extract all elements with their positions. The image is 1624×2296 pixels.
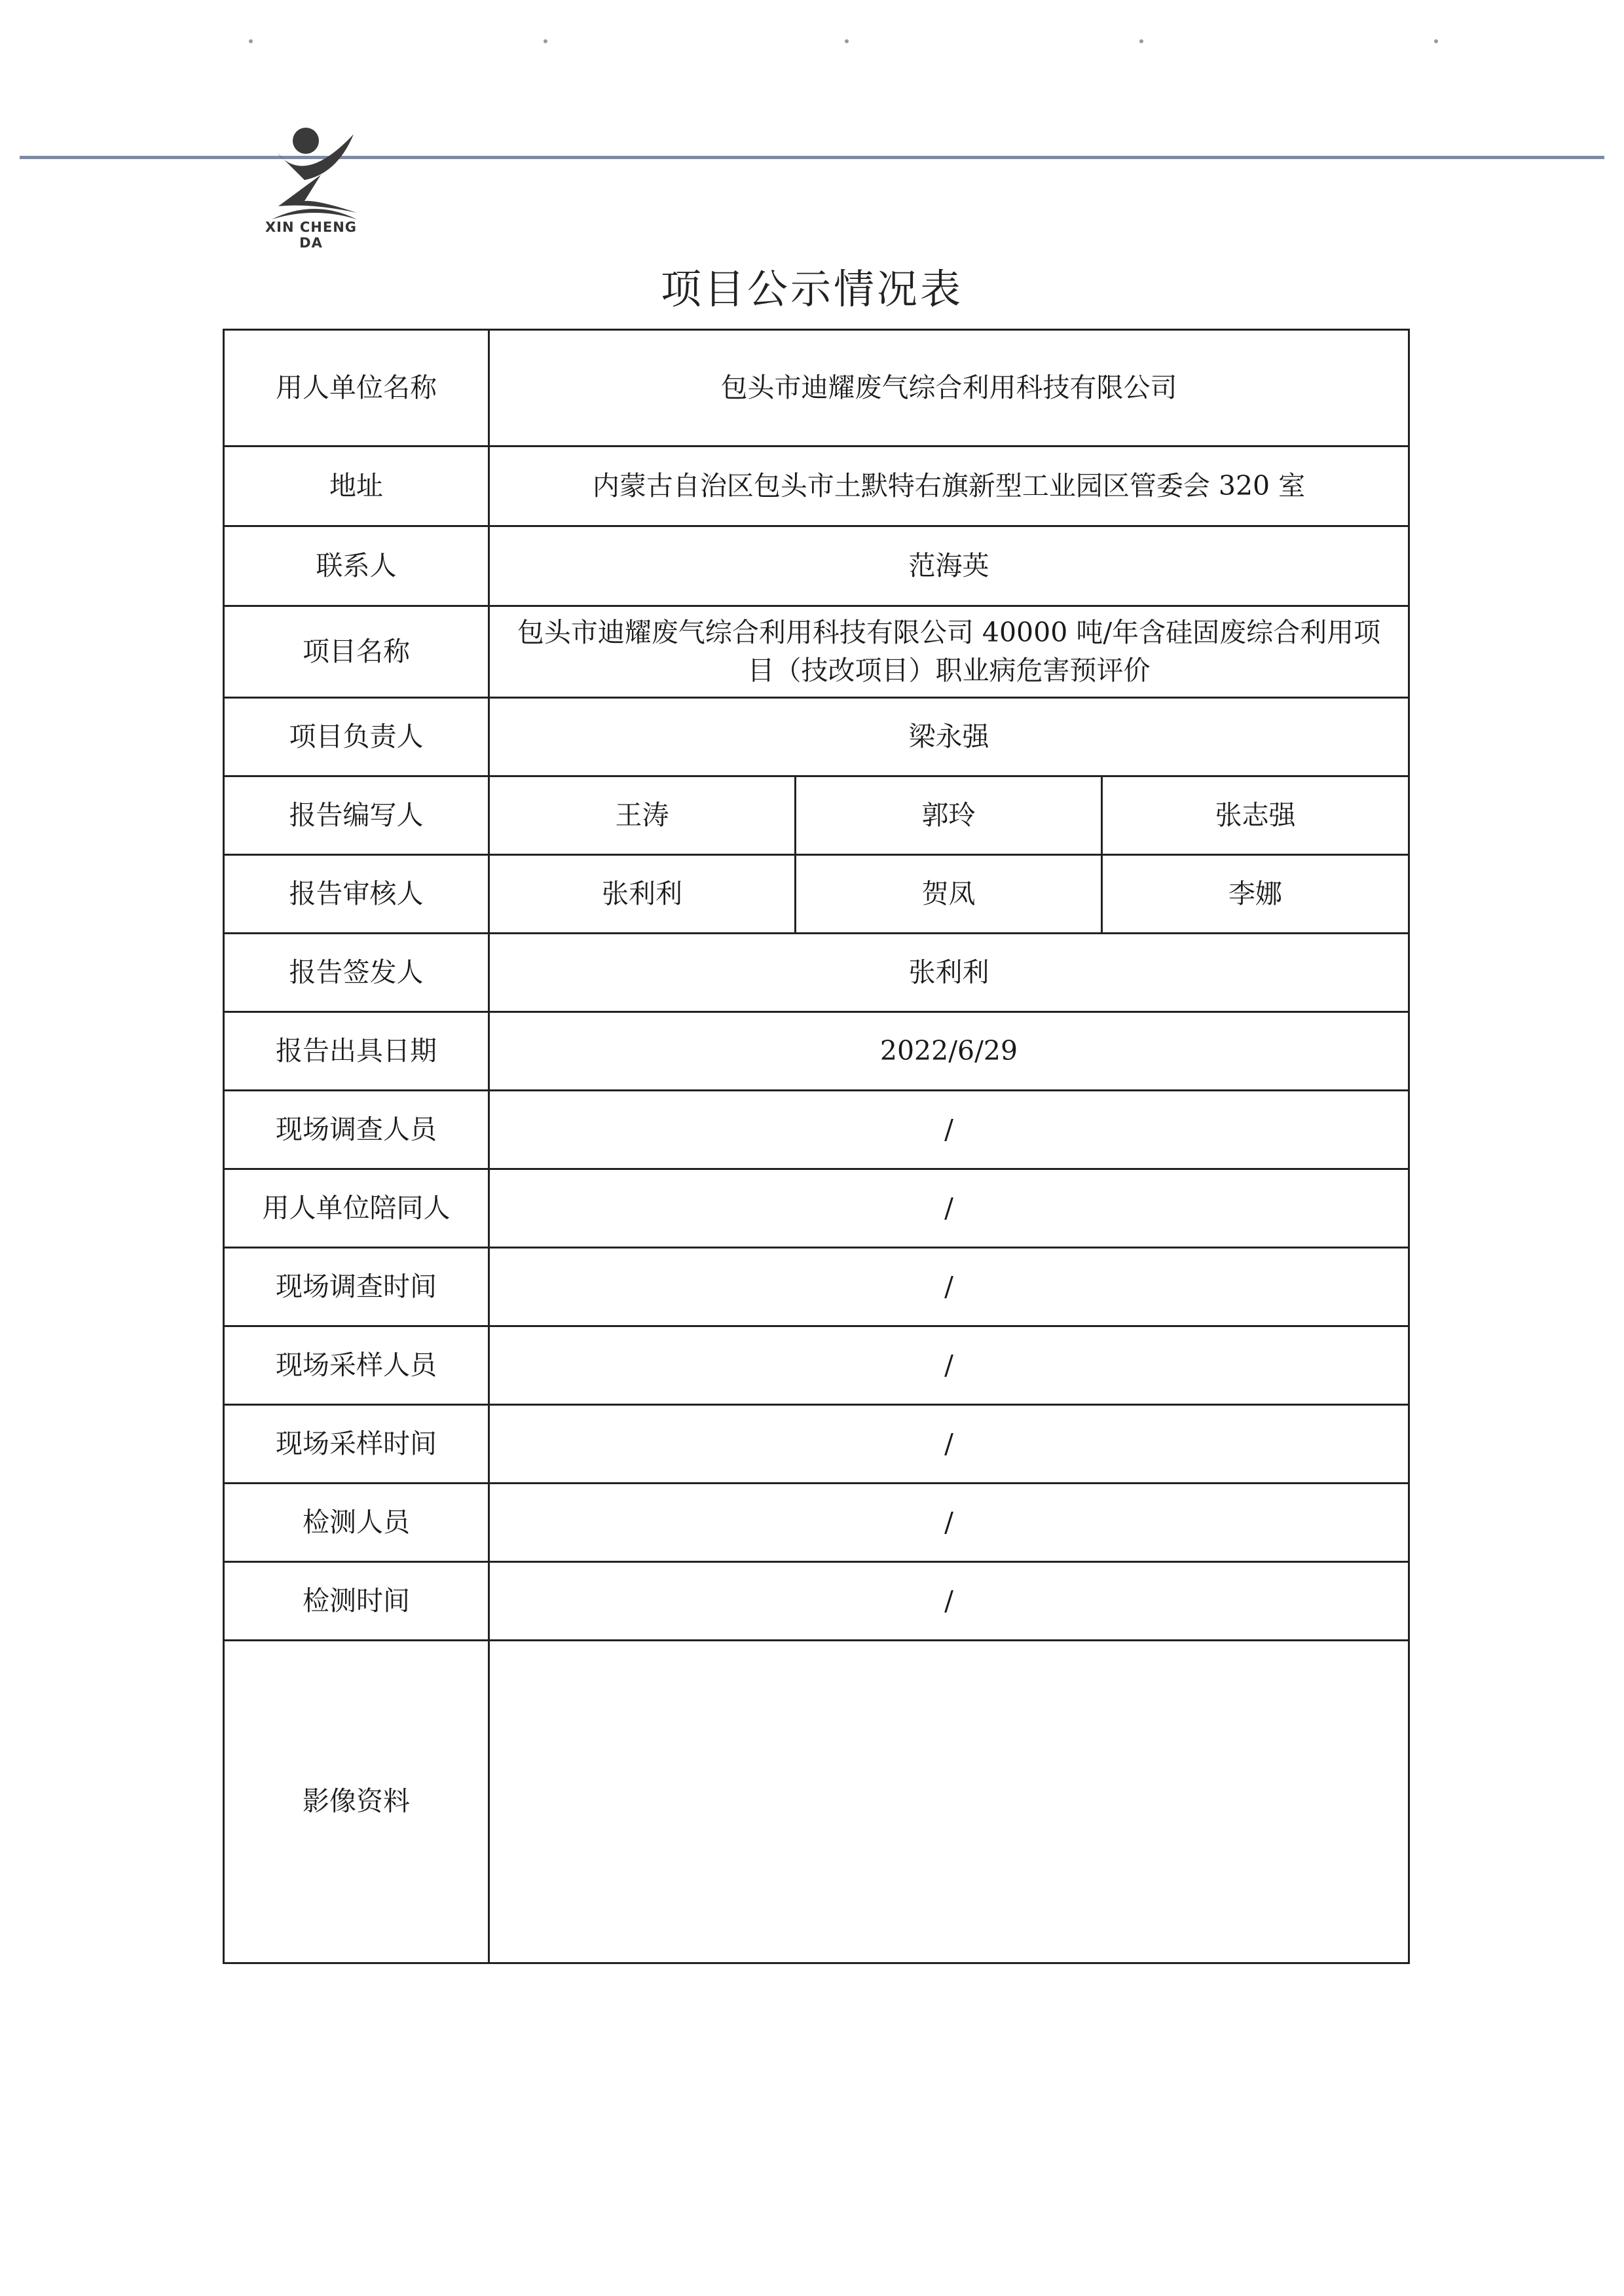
scan-speck (845, 39, 849, 43)
row-site-sampling-time (224, 1405, 1409, 1484)
row-testers (224, 1484, 1409, 1562)
scan-speck (249, 39, 253, 43)
value-site-samplers: / (489, 1326, 1409, 1405)
project-disclosure-table (223, 329, 1410, 1964)
value-employer-escort: / (489, 1169, 1409, 1248)
value-testers: / (489, 1484, 1409, 1562)
label-testing-time: 检测时间 (224, 1562, 489, 1641)
value-project-name: 包头市迪耀废气综合利用科技有限公司 40000 吨/年含硅固废综合利用项目（技改项目）职业病危害预评价 (489, 606, 1409, 698)
label-report-writers: 报告编写人 (224, 776, 489, 855)
row-image-materials (224, 1641, 1409, 1963)
value-address: 内蒙古自治区包头市土默特右旗新型工业园区管委会 320 室 (489, 446, 1409, 526)
value-report-date: 2022/6/29 (489, 1012, 1409, 1091)
value-site-investigation-time: / (489, 1248, 1409, 1326)
label-report-date: 报告出具日期 (224, 1012, 489, 1091)
scan-speck (1139, 39, 1143, 43)
value-contact: 范海英 (489, 526, 1409, 606)
row-contact (224, 526, 1409, 606)
scan-speck (1434, 39, 1438, 43)
row-project-name (224, 606, 1409, 698)
logo-text: XIN CHENG DA (265, 219, 358, 251)
scan-speck (544, 39, 547, 43)
value-report-writer-2: 郭玲 (796, 776, 1102, 855)
label-project-lead: 项目负责人 (224, 698, 489, 776)
label-report-issuer: 报告签发人 (224, 934, 489, 1012)
row-testing-time (224, 1562, 1409, 1641)
value-report-reviewer-2: 贺凤 (796, 855, 1102, 934)
label-image-materials: 影像资料 (224, 1641, 489, 1963)
value-report-reviewer-3: 李娜 (1102, 855, 1409, 934)
value-report-issuer: 张利利 (489, 934, 1409, 1012)
label-site-sampling-time: 现场采样时间 (224, 1405, 489, 1484)
label-project-name: 项目名称 (224, 606, 489, 698)
label-testers: 检测人员 (224, 1484, 489, 1562)
header-rule (20, 156, 1604, 159)
row-address (224, 446, 1409, 526)
row-site-samplers (224, 1326, 1409, 1405)
row-employer-name (224, 330, 1409, 446)
value-report-writer-3: 张志强 (1102, 776, 1409, 855)
row-report-date (224, 1012, 1409, 1091)
label-site-samplers: 现场采样人员 (224, 1326, 489, 1405)
label-employer-name: 用人单位名称 (224, 330, 489, 446)
value-report-writer-1: 王涛 (489, 776, 796, 855)
label-employer-escort: 用人单位陪同人 (224, 1169, 489, 1248)
value-project-lead: 梁永强 (489, 698, 1409, 776)
label-site-investigation-time: 现场调查时间 (224, 1248, 489, 1326)
label-address: 地址 (224, 446, 489, 526)
row-site-investigators (224, 1091, 1409, 1169)
value-site-sampling-time: / (489, 1405, 1409, 1484)
row-site-investigation-time (224, 1248, 1409, 1326)
row-report-reviewers (224, 855, 1409, 934)
row-project-lead (224, 698, 1409, 776)
value-site-investigators: / (489, 1091, 1409, 1169)
value-report-reviewer-1: 张利利 (489, 855, 796, 934)
label-contact: 联系人 (224, 526, 489, 606)
label-report-reviewers: 报告审核人 (224, 855, 489, 934)
value-testing-time: / (489, 1562, 1409, 1641)
page-title: 项目公示情况表 (660, 265, 963, 313)
row-report-issuer (224, 934, 1409, 1012)
row-employer-escort (224, 1169, 1409, 1248)
row-report-writers (224, 776, 1409, 855)
value-image-materials (489, 1641, 1409, 1963)
label-site-investigators: 现场调查人员 (224, 1091, 489, 1169)
value-employer-name: 包头市迪耀废气综合利用科技有限公司 (489, 330, 1409, 446)
